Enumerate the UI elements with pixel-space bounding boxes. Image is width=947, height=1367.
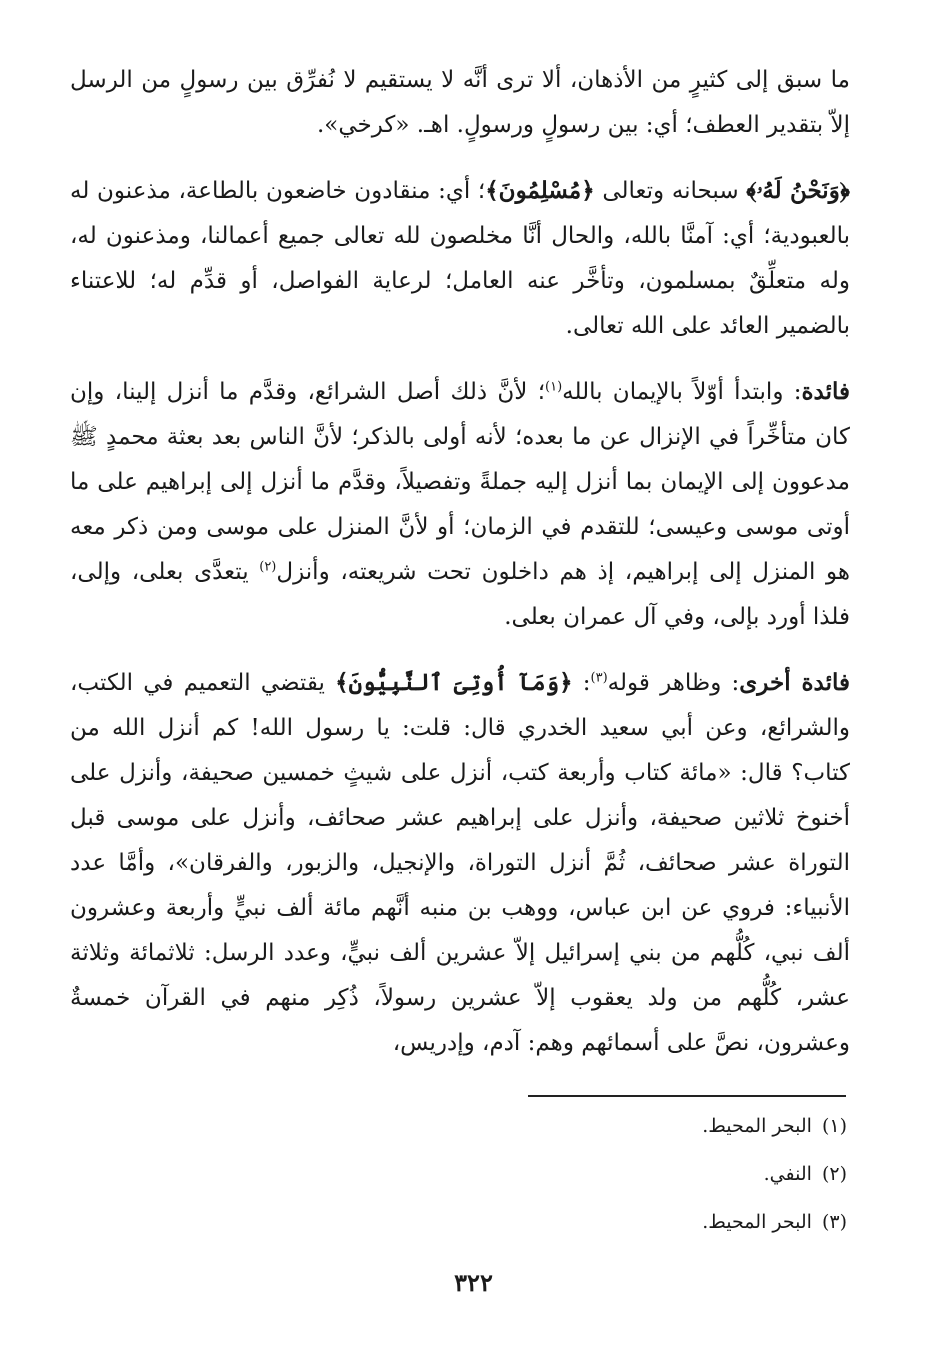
footnote-item: [447, 1156, 847, 1192]
paragraph-3-text-c: يتعدَّى بعلى، وإلى، فلذا أورد بإلى، وفي آل عمران بعلى.: [70, 559, 850, 630]
footnote-item: [447, 1108, 847, 1144]
paragraph-1: [70, 58, 850, 148]
section-lead: فائدة أخرى: [739, 669, 851, 696]
paragraph-4-text-b: :: [572, 670, 591, 696]
footnote-ref: (٢): [259, 559, 277, 575]
paragraph-4: [70, 660, 850, 1066]
paragraph-2-text-b: ؛ أي: منقادون خاضعون بالطاعة، مذعنون له بالعبودية؛ أي: آمنَّا بالله، والحال أنَّا مخلصون لله تعالى جميع أعمالنا، ومذعنون له، وله متعلِّقٌ بمسلمون، وتأخَّر عنه العامل؛ لرعاية الفواصل، أو قدِّم له؛ للاعتناء بالضمير العائد على الله تعالى.: [70, 178, 850, 339]
footnote-text: البحر المحيط.: [702, 1115, 812, 1137]
paragraph-2: [70, 168, 850, 349]
footnote-text: النفي.: [763, 1163, 812, 1185]
paragraph-1-text: ما سبق إلى كثيرٍ من الأذهان، ألا ترى أنَّه لا يستقيم لا نُفرِّق بين رسولٍ من الرسل إلاّ بتقدير العطف؛ أي: بين رسولٍ ورسولٍ. اهـ. «كرخي».: [70, 67, 850, 138]
footnote-text: البحر المحيط.: [702, 1211, 812, 1233]
quran-quote: ﴿مُسْلِمُونَ﴾: [485, 177, 595, 204]
footnote-number: (٣): [821, 1211, 847, 1233]
footnote-ref: (٣): [590, 670, 608, 686]
paragraph-3-text-a: : وابتدأ أوّلاً بالإيمان بالله: [562, 379, 802, 405]
footnote-number: (١): [821, 1115, 847, 1137]
footnote-number: (٢): [821, 1163, 847, 1185]
quran-quote: ﴿وَنَحْنُ لَهُۥ﴾: [746, 177, 850, 204]
page-number: ٣٢٢: [454, 1268, 493, 1297]
quran-quote: ﴿وَمَآ أُوتِىَ ٱلنَّبِيُّونَ﴾: [335, 669, 573, 696]
paragraph-4-text-a: : وظاهر قوله: [607, 670, 740, 696]
paragraph-3-text-b: ؛ لأنَّ ذلك أصل الشرائع، وقدَّم ما أنزل إلينا، وإن كان متأخِّراً في الإنزال عن ما بعده؛ لأنه أولى بالذكر؛ لأنَّ الناس بعد بعثة محمدٍ ﷺ مدعوون إلى الإيمان بما أنزل إليه جملةً وتفصيلاً، وقدَّم ما أنزل إلى إبراهيم على ما أوتى موسى وعيسى؛ للتقدم في الزمان؛ أو لأنَّ المنزل على موسى ومن ذكر معه هو المنزل إلى إبراهيم، إذ هم داخلون تحت شريعته، وأنزل: [70, 379, 850, 585]
paragraph-3: [70, 369, 850, 640]
footnote-item: [447, 1204, 847, 1240]
footnote-divider: [528, 1095, 846, 1097]
paragraph-2-text-a: سبحانه وتعالى: [594, 178, 747, 204]
paragraph-4-text-c: يقتضي التعميم في الكتب، والشرائع، وعن أبي سعيد الخدري قال: قلت: يا رسول الله! كم أنزل الله من كتاب؟ قال: «مائة كتاب وأربعة كتب، أنزل على شيثٍ خمسين صحيفة، وأنزل على أخنوخ ثلاثين صحيفة، وأنزل على إبراهيم عشر صحائف، وأنزل على موسى قبل التوراة عشر صحائف، ثُمَّ أنزل التوراة، والإنجيل، والزبور، والفرقان»، وأمَّا عدد الأنبياء: فروي عن ابن عباس، ووهب بن منبه أنَّهم مائة ألف نبيٍّ وأربعة وعشرون ألف نبي، كُلُّهم من بني إسرائيل إلاّ عشرين ألف نبيٍّ، وعدد الرسل: ثلاثمائة وثلاثة عشر، كُلُّهم من ولد يعقوب إلاّ عشرين رسولاً، ذُكِر منهم في القرآن خمسةٌ وعشرون، نصَّ على أسمائهم وهم: آدم، وإدريس،: [70, 670, 850, 1056]
section-lead: فائدة: [801, 378, 851, 405]
footnote-ref: (١): [545, 379, 563, 395]
page-body: [70, 58, 850, 1086]
footnotes: [447, 1108, 847, 1252]
